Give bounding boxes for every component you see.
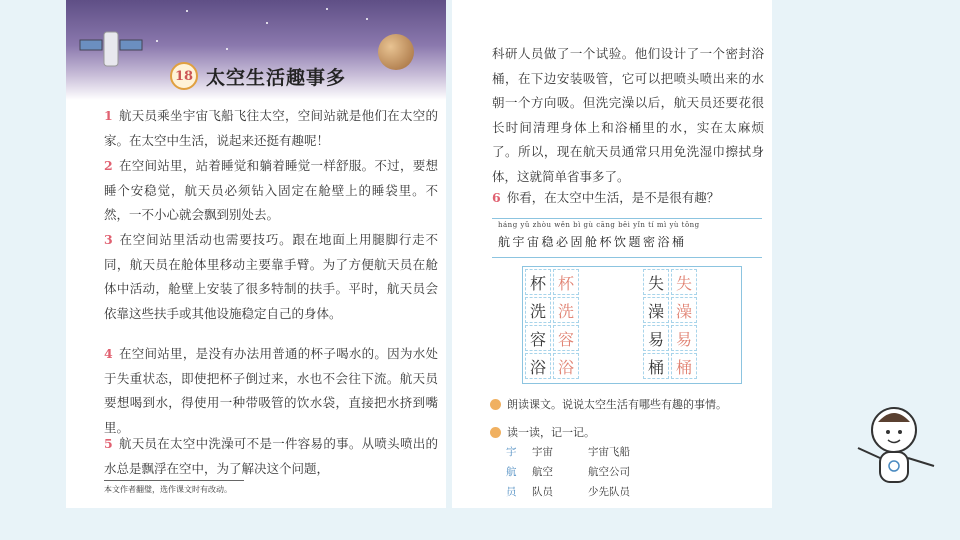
task-2 (490, 424, 595, 440)
paragraph-1 (104, 104, 438, 153)
grid-char-copy: 桶 (671, 353, 697, 379)
vocab-chars: 航宇宙稳必固舱杯饮题密浴桶 (498, 235, 687, 249)
lesson-title: 太空生活趣事多 (206, 66, 347, 89)
grid-char-copy: 易 (671, 325, 697, 351)
paragraph-6 (492, 186, 764, 211)
planet-icon (378, 34, 414, 70)
paragraph-number: 5 (104, 436, 113, 451)
grid-char-copy: 容 (553, 325, 579, 351)
paragraph-4 (104, 342, 438, 440)
task-bullet-icon (490, 399, 501, 410)
paragraph-text: 航天员乘坐宇宙飞船飞往太空，空间站就是他们在太空的家。在太空中生活，说起来还挺有趣呢！ (104, 108, 438, 148)
grid-char: 桶 (643, 353, 669, 379)
grid-char: 洗 (525, 297, 551, 323)
task-text: 读一读，记一记。 (507, 426, 595, 439)
paragraph-text: 科研人员做了一个试验。他们设计了一个密封浴桶，在下边安装吸管，它可以把喷头喷出来的水朝一个方向吸。但洗完澡以后，航天员还要花很长时间清理身体上和浴桶里的水，实在太麻烦了。所以，现在航天员通常只用免洗湿巾擦拭身体，这就简单省事多了。 (492, 46, 764, 184)
grid-char-copy: 失 (671, 269, 697, 295)
grid-char: 易 (643, 325, 669, 351)
vocab-pinyin: háng yǔ zhòu wěn bì gù cāng bēi yǐn tí mì yù tǒng (498, 221, 700, 229)
read-phrase: 宇宙飞船 (588, 446, 630, 458)
read-key: 宇 (506, 446, 517, 458)
task-1 (490, 396, 727, 412)
read-word: 航空 (532, 466, 553, 478)
read-key: 航 (506, 466, 517, 478)
left-page (66, 0, 446, 508)
paragraph-text: 在空间站里，是没有办法用普通的杯子喝水的。因为水处于失重状态，即使把杯子倒过来，水也不会往下流。航天员要想喝到水，得使用一种带吸管的饮水袋，直接把水挤到嘴里。 (104, 346, 438, 435)
read-key: 员 (506, 486, 517, 498)
paragraph-number: 2 (104, 158, 113, 173)
read-phrase: 少先队员 (588, 486, 630, 498)
paragraph-number: 4 (104, 346, 113, 361)
grid-char-copy: 澡 (671, 297, 697, 323)
astronaut-icon (846, 400, 946, 500)
paragraph-number: 3 (104, 232, 113, 247)
lesson-header (170, 62, 346, 90)
footnote: 本文作者翻璧，选作课文时有改动。 (104, 485, 232, 494)
read-word: 队员 (532, 486, 553, 498)
paragraph-text: 在空间站里，站着睡觉和躺着睡觉一样舒服。不过，要想睡个安稳觉，航天员必须钻入固定在舱壁上的睡袋里。不然，一不小心就会飘到别处去。 (104, 158, 438, 222)
grid-char-copy: 浴 (553, 353, 579, 379)
grid-char: 杯 (525, 269, 551, 295)
lesson-number: 18 (170, 62, 198, 90)
paragraph-5-cont (492, 42, 764, 189)
paragraph-3 (104, 228, 438, 326)
grid-char-copy: 杯 (553, 269, 579, 295)
task-bullet-icon (490, 427, 501, 438)
read-phrase: 航空公司 (588, 466, 630, 478)
grid-char: 容 (525, 325, 551, 351)
paragraph-2 (104, 154, 438, 228)
grid-char: 失 (643, 269, 669, 295)
paragraph-number: 6 (492, 190, 501, 205)
task-text: 朗读课文。说说太空生活有哪些有趣的事情。 (507, 398, 727, 411)
footnote-divider (104, 480, 244, 481)
grid-char: 浴 (525, 353, 551, 379)
space-banner (66, 0, 446, 100)
paragraph-text: 在空间站里活动也需要技巧。跟在地面上用腿脚行走不同，航天员在舱体里移动主要靠手臂。为了方便航天员在舱体中活动，舱壁上安装了很多特制的扶手。平时，航天员会依靠这些扶手或其他设施稳定自己的身体。 (104, 232, 438, 321)
right-page (452, 0, 772, 508)
satellite-icon (76, 14, 146, 84)
paragraph-text: 航天员在太空中洗澡可不是一件容易的事。从喷头喷出的水总是飘浮在空中，为了解决这个问题， (104, 436, 438, 476)
paragraph-number: 1 (104, 108, 113, 123)
read-row (506, 484, 630, 499)
writing-grid (522, 266, 742, 384)
read-row (506, 464, 630, 479)
vocab-strip (492, 218, 762, 258)
grid-char-copy: 洗 (553, 297, 579, 323)
read-row (506, 444, 630, 459)
grid-char: 澡 (643, 297, 669, 323)
read-word: 宇宙 (532, 446, 553, 458)
paragraph-5 (104, 432, 438, 481)
paragraph-text: 你看，在太空中生活，是不是很有趣？ (506, 190, 720, 205)
